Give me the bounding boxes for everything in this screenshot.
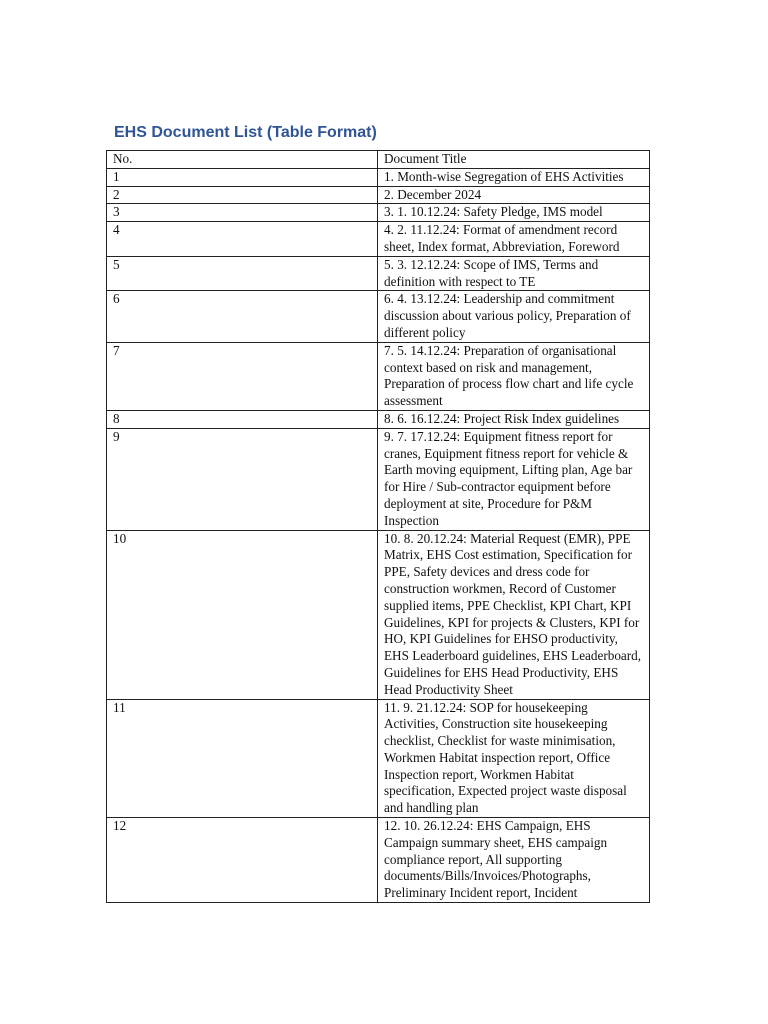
table-row (107, 222, 650, 257)
row-title: 3. 1. 10.12.24: Safety Pledge, IMS model (378, 204, 650, 222)
table-row (107, 256, 650, 291)
table-row (107, 530, 650, 699)
row-no: 9 (107, 428, 378, 530)
row-title: 9. 7. 17.12.24: Equipment fitness report for cranes, Equipment fitness report for vehicle & Earth moving equipment, Lifting plan, Age bar for Hire / Sub-contractor equipment before deployment at site, Procedure for P&M Inspection (378, 428, 650, 530)
header-document-title: Document Title (378, 151, 650, 169)
row-title: 11. 9. 21.12.24: SOP for housekeeping Activities, Construction site housekeeping checklist, Checklist for waste minimisation, Workmen Habitat inspection report, Office Inspection report, Workmen Habitat specification, Expected project waste disposal and handling plan (378, 699, 650, 818)
row-title: 12. 10. 26.12.24: EHS Campaign, EHS Campaign summary sheet, EHS campaign compliance report, All supporting documents/Bills/Invoices/Photographs, Preliminary Incident report, Incident (378, 818, 650, 903)
page-title: EHS Document List (Table Format) (114, 124, 377, 141)
table-row (107, 699, 650, 818)
table-row (107, 168, 650, 186)
document-table (106, 150, 650, 903)
row-no: 12 (107, 818, 378, 903)
row-no: 7 (107, 342, 378, 410)
row-title: 2. December 2024 (378, 186, 650, 204)
row-no: 8 (107, 410, 378, 428)
table-row (107, 818, 650, 903)
row-no: 4 (107, 222, 378, 257)
row-title: 4. 2. 11.12.24: Format of amendment record sheet, Index format, Abbreviation, Foreword (378, 222, 650, 257)
row-no: 5 (107, 256, 378, 291)
row-no: 3 (107, 204, 378, 222)
table-header-row (107, 151, 650, 169)
row-no: 11 (107, 699, 378, 818)
table-row (107, 186, 650, 204)
row-title: 1. Month-wise Segregation of EHS Activities (378, 168, 650, 186)
row-title: 5. 3. 12.12.24: Scope of IMS, Terms and definition with respect to TE (378, 256, 650, 291)
row-no: 2 (107, 186, 378, 204)
row-no: 1 (107, 168, 378, 186)
row-title: 7. 5. 14.12.24: Preparation of organisational context based on risk and management, Preparation of process flow chart and life cycle assessment (378, 342, 650, 410)
table-row (107, 342, 650, 410)
header-no: No. (107, 151, 378, 169)
table-row (107, 204, 650, 222)
row-no: 6 (107, 291, 378, 342)
row-title: 10. 8. 20.12.24: Material Request (EMR), PPE Matrix, EHS Cost estimation, Specification for PPE, Safety devices and dress code for construction workmen, Record of Customer supplied items, PPE Checklist, KPI Chart, KPI Guidelines, KPI for projects & Clusters, KPI for HO, KPI Guidelines for EHSO productivity, EHS Leaderboard guidelines, EHS Leaderboard, Guidelines for EHS Head Productivity, EHS Head Productivity Sheet (378, 530, 650, 699)
table-row (107, 291, 650, 342)
row-no: 10 (107, 530, 378, 699)
table-row (107, 410, 650, 428)
row-title: 6. 4. 13.12.24: Leadership and commitment discussion about various policy, Preparation of different policy (378, 291, 650, 342)
row-title: 8. 6. 16.12.24: Project Risk Index guidelines (378, 410, 650, 428)
table-row (107, 428, 650, 530)
